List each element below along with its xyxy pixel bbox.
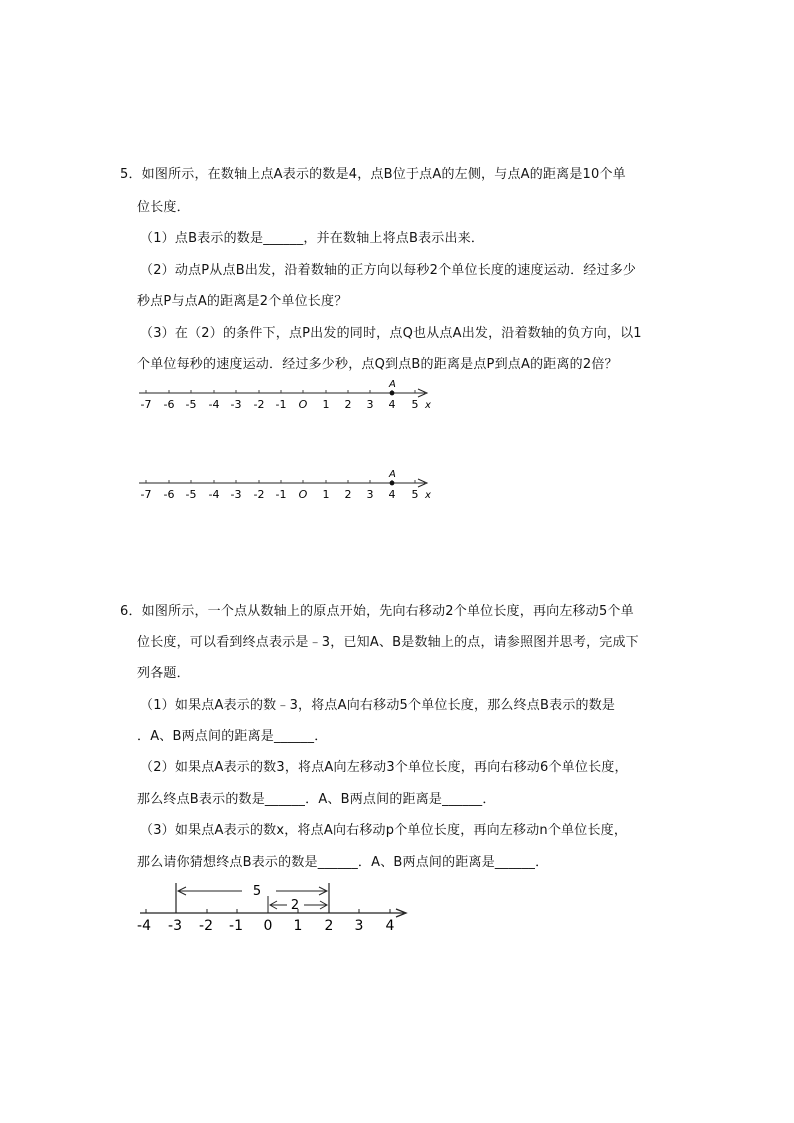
q5-part-3-line-2: 个单位每秒的速度运动．经过多少秒，点Q到点B的距离是点P到点A的距离的2倍？ — [137, 357, 618, 372]
q5-part-2-line-1: （2）动点P从点B出发，沿着数轴的正方向以每秒2个单位长度的速度运动．经过多少 — [140, 263, 637, 278]
q6-number: 6． — [120, 604, 142, 619]
tick-label: -7 — [140, 398, 152, 411]
tick-label: 1 — [322, 398, 330, 411]
tick-label: 2 — [344, 488, 352, 501]
tick-label: 0 — [263, 918, 273, 934]
q5-part-2-line-2: 秒点P与点A的距离是2个单位长度？ — [137, 294, 348, 309]
tick-labels — [141, 398, 419, 411]
tick-label: 2 — [324, 918, 334, 934]
tick-label: 5 — [411, 398, 419, 411]
tick-label: -2 — [253, 488, 265, 501]
tick-label: 2 — [344, 398, 352, 411]
q5-part-3-line-1: （3）在（2）的条件下，点P出发的同时，点Q也从点A出发，沿着数轴的负方向，以1 — [140, 326, 642, 341]
tick-label: -2 — [253, 398, 265, 411]
tick-label: 1 — [293, 918, 303, 934]
tick-label: -1 — [275, 488, 287, 501]
origin-label: O — [298, 488, 308, 501]
q6-movement-diagram — [132, 878, 422, 938]
q6-stem-text-1: 如图所示，一个点从数轴上的原点开始，先向右移动2个单位长度，再向左移动5个单 — [141, 604, 634, 619]
tick-label: 3 — [366, 488, 374, 501]
q6-part-1-line-2: ．A、B两点间的距离是______． — [137, 729, 328, 744]
q6-stem-line-2: 位长度，可以看到终点表示是﹣3，已知A、B是数轴上的点，请参照图并思考，完成下 — [137, 635, 639, 650]
tick-label: -4 — [208, 398, 220, 411]
tick-label: 5 — [411, 488, 419, 501]
q6-part-3-line-2: 那么请你猜想终点B表示的数是______．A、B两点间的距离是______． — [137, 855, 549, 870]
tick-label: -6 — [163, 488, 175, 501]
q6-part-3-line-1: （3）如果点A表示的数x，将点A向右移动p个单位长度，再向左移动n个单位长度， — [140, 823, 628, 838]
tick-label: -5 — [185, 398, 197, 411]
tick-label: -6 — [163, 398, 175, 411]
q5-number: 5． — [120, 167, 142, 182]
tick-labels — [141, 488, 419, 501]
q5-number-line-2 — [135, 467, 435, 507]
point-a-label: A — [389, 379, 396, 390]
q5-stem-text-1: 如图所示，在数轴上点A表示的数是4，点B位于点A的左侧，与点A的距离是10个单 — [141, 167, 626, 182]
x-axis-label: x — [425, 490, 431, 501]
move-5-label: 5 — [252, 884, 262, 899]
q6-stem-line-3: 列各题． — [137, 666, 190, 681]
tick-label: 3 — [366, 398, 374, 411]
move-2-label: 2 — [290, 898, 300, 913]
tick-label: -4 — [208, 488, 220, 501]
tick-label: -3 — [168, 918, 182, 934]
q5-stem-line-2: 位长度． — [137, 200, 190, 215]
tick-labels — [137, 918, 395, 934]
point-a-label: A — [389, 469, 396, 480]
tick-label: -3 — [230, 398, 242, 411]
q6-part-2-line-2: 那么终点B表示的数是______．A、B两点间的距离是______． — [137, 792, 496, 807]
q6-part-2-line-1: （2）如果点A表示的数3，将点A向左移动3个单位长度，再向右移动6个单位长度， — [140, 760, 628, 775]
point-a-dot — [390, 481, 395, 486]
q5-number-line-1 — [135, 377, 435, 417]
tick-label: 3 — [354, 918, 364, 934]
q5-part-1: （1）点B表示的数是______，并在数轴上将点B表示出来． — [140, 231, 485, 246]
q5-stem-line-1 — [120, 166, 626, 184]
tick-label: 4 — [388, 488, 396, 501]
x-axis-label: x — [425, 400, 431, 411]
tick-label: -7 — [140, 488, 152, 501]
tick-label: 1 — [322, 488, 330, 501]
tick-label: -4 — [137, 918, 151, 934]
tick-label: -5 — [185, 488, 197, 501]
point-a-dot — [390, 391, 395, 396]
origin-label: O — [298, 398, 308, 411]
tick-label: 4 — [385, 918, 395, 934]
q6-part-1-line-1: （1）如果点A表示的数﹣3，将点A向右移动5个单位长度，那么终点B表示的数是 — [140, 698, 616, 713]
tick-label: 4 — [388, 398, 396, 411]
tick-label: -1 — [275, 398, 287, 411]
tick-label: -1 — [229, 918, 243, 934]
tick-label: -3 — [230, 488, 242, 501]
q6-stem-line-1 — [120, 603, 634, 621]
tick-label: -2 — [199, 918, 213, 934]
